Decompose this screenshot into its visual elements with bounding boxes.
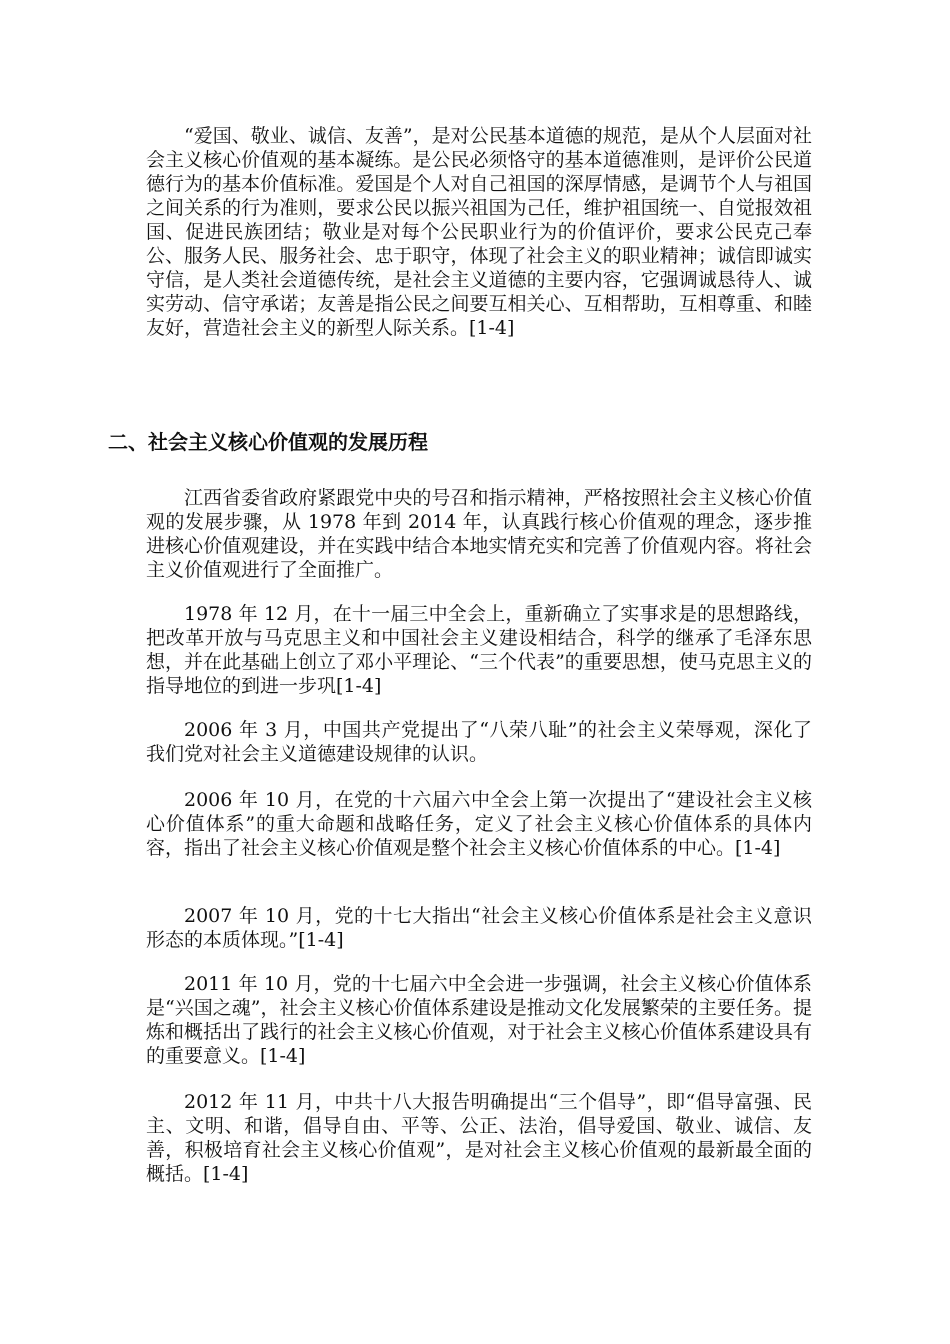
paragraph-1978: 1978 年 12 月，在十一届三中全会上，重新确立了实事求是的思想路线，把改革开放与马克思主义和中国社会主义建设相结合，科学的继承了毛泽东思想，并在此基础上创立了邓小平理论、“三个代表”的重要思想，使马克思主义的指导地位的到进一步巩[1-4] bbox=[146, 603, 812, 697]
paragraph-jiangxi-intro: 江西省委省政府紧跟党中央的号召和指示精神，严格按照社会主义核心价值观的发展步骤，从 1978 年到 2014 年，认真践行核心价值观的理念，逐步推进核心价值观建设，并在实践中结合本地实情充实和完善了价值观内容。将社会主义价值观进行了全面推广。 bbox=[146, 487, 812, 581]
paragraph-2006-march: 2006 年 3 月，中国共产党提出了“八荣八耻”的社会主义荣辱观，深化了我们党对社会主义道德建设规律的认识。 bbox=[146, 719, 812, 765]
paragraph-2006-october: 2006 年 10 月，在党的十六届六中全会上第一次提出了“建设社会主义核心价值体系”的重大命题和战略任务，定义了社会主义核心价值体系的具体内容，指出了社会主义核心价值观是整个社会主义核心价值体系的中心。[1-4] bbox=[146, 789, 812, 859]
section-heading: 二、社会主义核心价值观的发展历程 bbox=[108, 430, 428, 454]
paragraph-core-values-individual: “爱国、敬业、诚信、友善”，是对公民基本道德的规范，是从个人层面对社会主义核心价值观的基本凝练。是公民必须恪守的基本道德准则，是评价公民道德行为的基本价值标准。爱国是个人对自己祖国的深厚情感，是调节个人与祖国之间关系的行为准则，要求公民以振兴祖国为己任，维护祖国统一、自觉报效祖国、促进民族团结；敬业是对每个公民职业行为的价值评价，要求公民克己奉公、服务人民、服务社会、忠于职守，体现了社会主义的职业精神；诚信即诚实守信，是人类社会道德传统，是社会主义道德的主要内容，它强调诚恳待人、诚实劳动、信守承诺；友善是指公民之间要互相关心、互相帮助，互相尊重、和睦友好，营造社会主义的新型人际关系。[1-4] bbox=[146, 125, 812, 339]
paragraph-2011-october: 2011 年 10 月，党的十七届六中全会进一步强调，社会主义核心价值体系是“兴国之魂”，社会主义核心价值体系建设是推动文化发展繁荣的主要任务。提炼和概括出了践行的社会主义核心价值观，对于社会主义核心价值体系建设具有的重要意义。[1-4] bbox=[146, 973, 812, 1067]
paragraph-2007-october: 2007 年 10 月，党的十七大指出“社会主义核心价值体系是社会主义意识形态的本质体现。”[1-4] bbox=[146, 905, 812, 951]
paragraph-2012-november: 2012 年 11 月，中共十八大报告明确提出“三个倡导”，即“倡导富强、民主、文明、和谐，倡导自由、平等、公正、法治，倡导爱国、敬业、诚信、友善，积极培育社会主义核心价值观”，是对社会主义核心价值观的最新最全面的概括。[1-4] bbox=[146, 1091, 812, 1185]
